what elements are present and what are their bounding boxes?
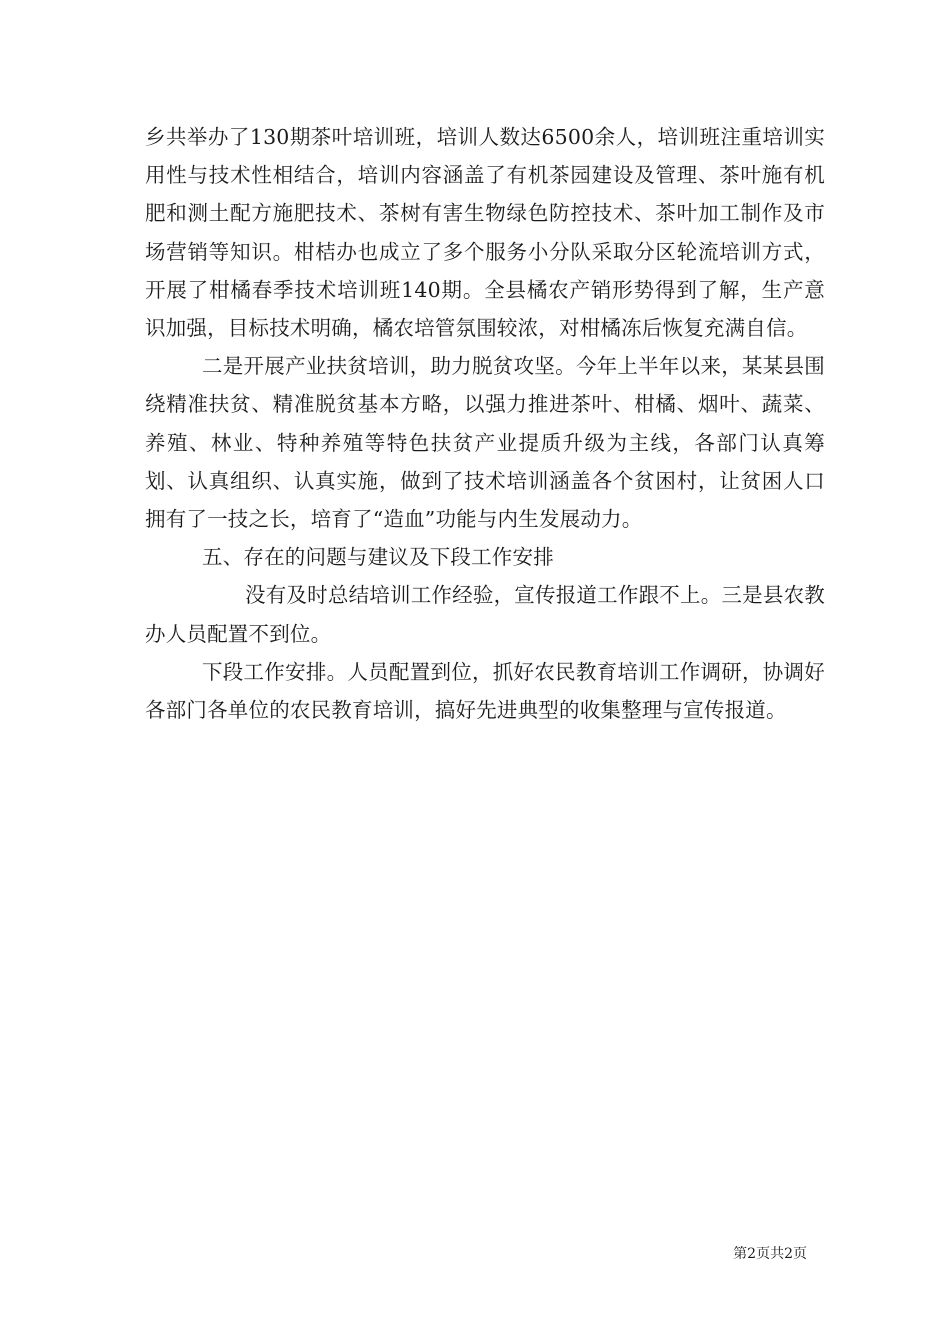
paragraph-training-results: 乡共举办了130期茶叶培训班，培训人数达6500余人，培训班注重培训实用性与技术性相结合，培训内容涵盖了有机茶园建设及管理、茶叶施有机肥和测土配方施肥技术、茶树有害生物绿色防控技术、茶叶加工制作及市场营销等知识。柑桔办也成立了多个服务小分队采取分区轮流培训方式，开展了柑橘春季技术培训班140期。全县橘农产销形势得到了解，生产意识加强，目标技术明确，橘农培管氛围较浓，对柑橘冻后恢复充满自信。 xyxy=(145,125,825,341)
paragraph-problems: 没有及时总结培训工作经验，宣传报道工作跟不上。三是县农教办人员配置不到位。 xyxy=(145,583,825,646)
paragraph-poverty-training: 二是开展产业扶贫培训，助力脱贫攻坚。今年上半年以来，某某县围绕精准扶贫、精准脱贫基本方略，以强力推进茶叶、柑橘、烟叶、蔬菜、养殖、林业、特种养殖等特色扶贫产业提质升级为主线，各部门认真筹划、认真组织、认真实施，做到了技术培训涵盖各个贫困村，让贫困人口拥有了一技之长，培育了“造血”功能与内生发展动力。 xyxy=(145,354,825,532)
document-body xyxy=(145,118,825,729)
paragraph-next-steps: 下段工作安排。人员配置到位，抓好农民教育培训工作调研，协调好各部门各单位的农民教育培训，搞好先进典型的收集整理与宣传报道。 xyxy=(145,659,825,723)
page-number: 第2页共2页 xyxy=(733,1246,807,1262)
section-heading-problems: 五、存在的问题与建议及下段工作安排 xyxy=(202,545,554,570)
